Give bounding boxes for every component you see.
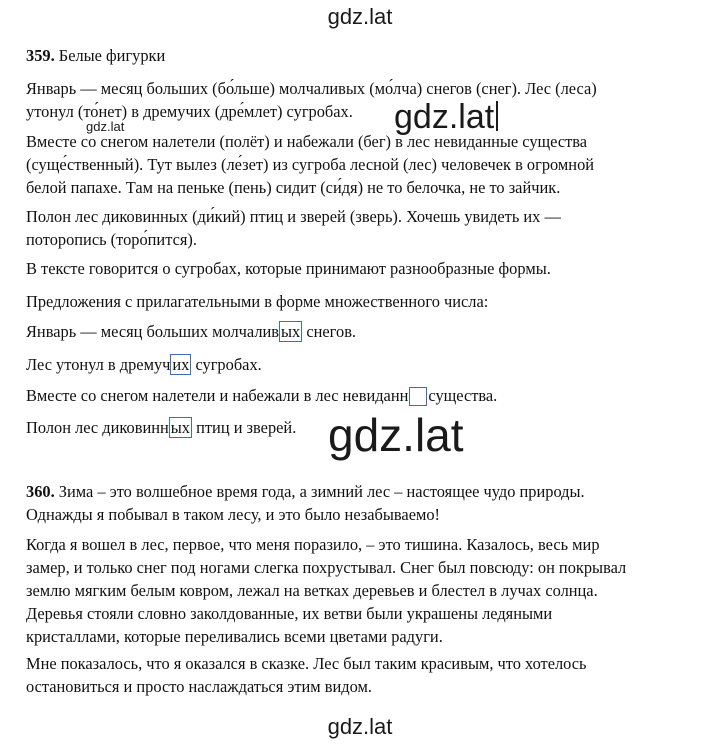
exercise-360-paragraph-3	[26, 652, 587, 698]
paragraph-1	[26, 77, 597, 123]
ending-highlight: ых	[170, 418, 191, 437]
watermark-bottom: gdz.lat	[327, 714, 393, 739]
text-line: остановиться и просто наслаждаться этим видом.	[26, 677, 372, 696]
sentence-text: птиц и зверей.	[192, 418, 297, 437]
example-sentence-4	[26, 416, 296, 439]
sentence-text: Вместе со снегом налетели и набежали в лес невиданн	[26, 386, 409, 405]
text-line: поторопись (торо́пится).	[26, 230, 197, 249]
exercise-359-heading	[26, 44, 165, 67]
sentence-text: Лес утонул в дремуч	[26, 355, 171, 374]
ending-highlight: ых	[281, 322, 301, 341]
text-line: кристаллами, которые переливались всеми цветами радуги.	[26, 627, 443, 646]
text-run: Зима – это волшебное время года, а зимний лес – настоящее чудо природы.	[54, 482, 585, 501]
text-line: землю мягким белым ковром, лежал на ветках деревьев и блестел в лучах солнца.	[26, 581, 598, 600]
watermark-top: gdz.lat	[327, 4, 393, 29]
paragraph-2	[26, 130, 594, 199]
exercise-360-paragraph-2	[26, 533, 626, 648]
text-line: замер, и только снег под ногами слегка похрустывал. Снег был повсюду: он покрывал	[26, 558, 627, 577]
text-line: Мне показалось, что я оказался в сказке. Лес был таким красивым, что хотелось	[26, 654, 587, 673]
text-line: (суще́ственный). Тут вылез (ле́зет) из сугроба лесной (лес) человечек в огромной	[26, 155, 595, 174]
text-line: Когда я вошел в лес, первое, что меня поразило, – это тишина. Казалось, весь мир	[26, 535, 600, 554]
paragraph-4: В тексте говорится о сугробах, которые принимают разнообразные формы.	[26, 259, 551, 278]
watermark-mid-text: gdz.lat	[394, 98, 495, 136]
text-line	[26, 480, 585, 503]
text-line: Однажды я побывал в таком лесу, и это было незабываемо!	[26, 505, 440, 524]
example-sentence-2	[26, 353, 262, 376]
paragraph-5: Предложения с прилагательными в форме множественного числа:	[26, 292, 489, 311]
sentence-text: сугробах.	[191, 355, 262, 374]
exercise-360-paragraph-1	[26, 480, 585, 526]
ending-highlight: их	[172, 355, 190, 374]
cursor-bar	[496, 101, 498, 131]
text-line: утонул (то́нет) в дремучих (дре́млет) сугробах.	[26, 102, 353, 121]
text-line: Полон лес диковинных (ди́кий) птиц и зверей (зверь). Хочешь увидеть их —	[26, 207, 561, 226]
exercise-number: 359.	[26, 46, 55, 65]
watermark-mid	[394, 98, 498, 137]
ending-highlight	[409, 387, 427, 406]
watermark-big: gdz.lat	[328, 409, 464, 461]
watermark-small: gdz.lat	[86, 119, 125, 134]
example-sentence-3	[26, 384, 497, 407]
paragraph-3	[26, 205, 561, 251]
sentence-text: Полон лес диковинн	[26, 418, 169, 437]
text-line: Деревья стояли словно заколдованные, их ветви были украшены ледяными	[26, 604, 553, 623]
sentence-text: существа.	[428, 386, 498, 405]
text-line: Вместе со снегом налетели (полёт) и набежали (бег) в лес невиданные существа	[26, 132, 588, 151]
example-sentence-1	[26, 320, 356, 343]
sentence-text: снегов.	[302, 322, 357, 341]
text-line: Январь — месяц больших (бо́льше) молчаливых (мо́лча) снегов (снег). Лес (леса)	[26, 79, 597, 98]
text-line: белой папахе. Там на пеньке (пень) сидит (си́дя) не то белочка, не то зайчик.	[26, 178, 561, 197]
sentence-text: Январь — месяц больших молчалив	[26, 322, 280, 341]
exercise-number: 360.	[26, 482, 55, 501]
exercise-title: Белые фигурки	[58, 46, 166, 65]
